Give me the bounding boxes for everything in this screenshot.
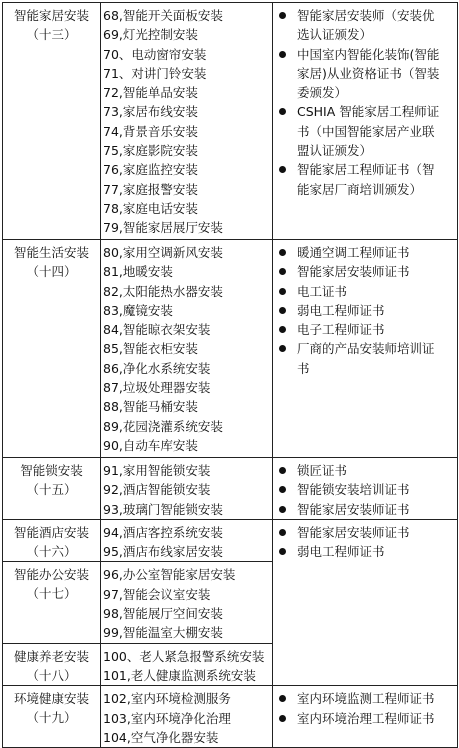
list-item: 78,家庭电话安装 (103, 200, 198, 216)
bullet-icon (279, 467, 286, 474)
list-item: 91,家用智能锁安装 (103, 463, 211, 478)
certificate-item: CSHIA 智能家居工程师证 书（中国智能家居产业联 盟认证颁发） (275, 102, 455, 160)
bullet-icon (279, 506, 286, 513)
list-item: 83,魔镜安装 (103, 302, 173, 318)
certificate-item: 室内环境监测工程师证书 (275, 689, 455, 708)
list-item: 70、电动窗帘安装 (103, 46, 207, 62)
bullet-icon (279, 486, 286, 493)
category-number: （十七） (26, 586, 77, 602)
certificate-item: 智能家居安装师证书 (275, 523, 455, 542)
list-item: 88,智能马桶安装 (103, 399, 198, 415)
certificate-list (275, 6, 455, 199)
certificate-item: 电子工程师证书 (275, 320, 455, 339)
category-cell (3, 458, 101, 520)
items-cell (101, 643, 273, 686)
bullet-icon (279, 268, 286, 275)
certificates-cell (273, 3, 458, 240)
certificate-list (275, 243, 455, 378)
certificate-item: 智能家居安装师（安装优 选认证颁发） (275, 6, 455, 45)
certificate-item: 智能锁安装培训证书 (275, 480, 455, 499)
bullet-icon (279, 108, 286, 115)
category-number: （十三） (26, 27, 77, 42)
list-item: 69,灯光控制安装 (103, 27, 198, 43)
bullet-icon (279, 715, 286, 722)
category-cell (3, 686, 101, 748)
bullet-icon (279, 548, 286, 555)
list-item: 98,智能展厅空间安装 (103, 606, 223, 622)
bullet-icon (279, 307, 286, 314)
list-item: 101,老人健康监测系统安装 (103, 667, 256, 683)
bullet-icon (279, 326, 286, 333)
certificate-list (275, 461, 455, 519)
category-title: 健康养老安装 (13, 648, 89, 664)
table-row (3, 240, 458, 458)
bullet-icon (279, 249, 286, 256)
certificate-item: 电工证书 (275, 282, 455, 301)
certificate-item: 智能家居工程师证书（智 能家居厂商培训颁发） (275, 160, 455, 199)
list-item: 96,办公室智能家居安装 (103, 567, 236, 583)
category-title: 智能锁安装 (20, 463, 83, 478)
list-item: 74,背景音乐安装 (103, 123, 198, 139)
table-row (3, 519, 458, 562)
certificate-item: 厂商的产品安装师培训证 书 (275, 339, 455, 378)
table-row (3, 3, 458, 240)
category-cell (3, 519, 101, 562)
list-item: 104,空气净化器安装 (103, 729, 219, 745)
list-item: 72,智能单品安装 (103, 85, 198, 101)
bullet-icon (279, 529, 286, 536)
category-number: （十九） (26, 710, 77, 726)
category-title: 环境健康安装 (13, 691, 89, 707)
list-item: 89,花园浇灌系统安装 (103, 418, 223, 434)
certificate-item: 暖通空调工程师证书 (275, 243, 455, 262)
list-item: 85,智能衣柜安装 (103, 341, 198, 357)
certificates-cell (273, 686, 458, 748)
certificates-cell (273, 240, 458, 458)
category-cell (3, 240, 101, 458)
certificate-item: 室内环境治理工程师证书 (275, 709, 455, 728)
list-item: 93,玻璃门智能锁安装 (103, 501, 223, 517)
list-item: 79,智能家居展厅安装 (103, 220, 223, 236)
items-cell (101, 686, 273, 748)
list-item: 84,智能晾衣架安装 (103, 322, 211, 338)
items-cell (101, 458, 273, 520)
certificate-item: 中国室内智能化装饰(智能 家居)从业资格证书（智装 委颁发） (275, 45, 455, 103)
category-cell (3, 562, 101, 643)
certificate-list (275, 523, 455, 562)
installation-certificate-table (2, 2, 458, 748)
list-item: 71、对讲门铃安装 (103, 65, 207, 81)
list-item: 92,酒店智能锁安装 (103, 482, 211, 498)
list-item: 82,太阳能热水器安装 (103, 283, 223, 299)
certificate-item: 弱电工程师证书 (275, 301, 455, 320)
bullet-icon (279, 12, 286, 19)
bullet-icon (279, 51, 286, 58)
list-item: 99,智能温室大棚安装 (103, 625, 223, 641)
list-item: 80,家用空调新风安装 (103, 245, 223, 260)
list-item: 103,室内环境净化治理 (103, 710, 231, 726)
bullet-icon (279, 166, 286, 173)
list-item: 95,酒店布线家居安装 (103, 544, 223, 560)
items-cell (101, 3, 273, 240)
category-cell (3, 3, 101, 240)
list-item: 87,垃圾处理器安装 (103, 380, 211, 396)
items-cell (101, 562, 273, 643)
list-item: 73,家居布线安装 (103, 104, 198, 120)
category-title: 智能办公安装 (13, 567, 89, 583)
list-item: 77,家庭报警安装 (103, 181, 198, 197)
list-item: 86,净化水系统安装 (103, 360, 211, 376)
category-number: （十八） (26, 667, 77, 683)
list-item: 76,家庭监控安装 (103, 162, 198, 178)
category-title: 智能家居安装 (13, 8, 89, 23)
certificates-cell (273, 519, 458, 685)
items-cell (101, 519, 273, 562)
list-item: 81,地暖安装 (103, 264, 173, 280)
list-item: 90,自动车库安装 (103, 437, 198, 453)
list-item: 68,智能开关面板安装 (103, 8, 223, 23)
table-row (3, 458, 458, 520)
items-cell (101, 240, 273, 458)
certificate-item: 弱电工程师证书 (275, 542, 455, 561)
category-number: （十六） (26, 543, 77, 559)
category-title: 智能生活安装 (13, 245, 89, 260)
certificate-item: 锁匠证书 (275, 461, 455, 480)
list-item: 100、老人紧急报警系统安装 (103, 648, 265, 664)
category-cell (3, 643, 101, 686)
certificate-item: 智能家居安装师证书 (275, 500, 455, 519)
certificates-cell (273, 458, 458, 520)
list-item: 75,家庭影院安装 (103, 143, 198, 159)
certificate-list (275, 689, 455, 728)
category-title: 智能酒店安装 (13, 524, 89, 540)
category-number: （十四） (26, 264, 77, 279)
table-row (3, 686, 458, 748)
list-item: 97,智能会议室安装 (103, 586, 211, 602)
bullet-icon (279, 288, 286, 295)
list-item: 94,酒店客控系统安装 (103, 524, 223, 540)
bullet-icon (279, 345, 286, 352)
bullet-icon (279, 695, 286, 702)
certificate-item: 智能家居安装师证书 (275, 262, 455, 281)
list-item: 102,室内环境检测服务 (103, 691, 231, 707)
category-number: （十五） (26, 482, 77, 497)
